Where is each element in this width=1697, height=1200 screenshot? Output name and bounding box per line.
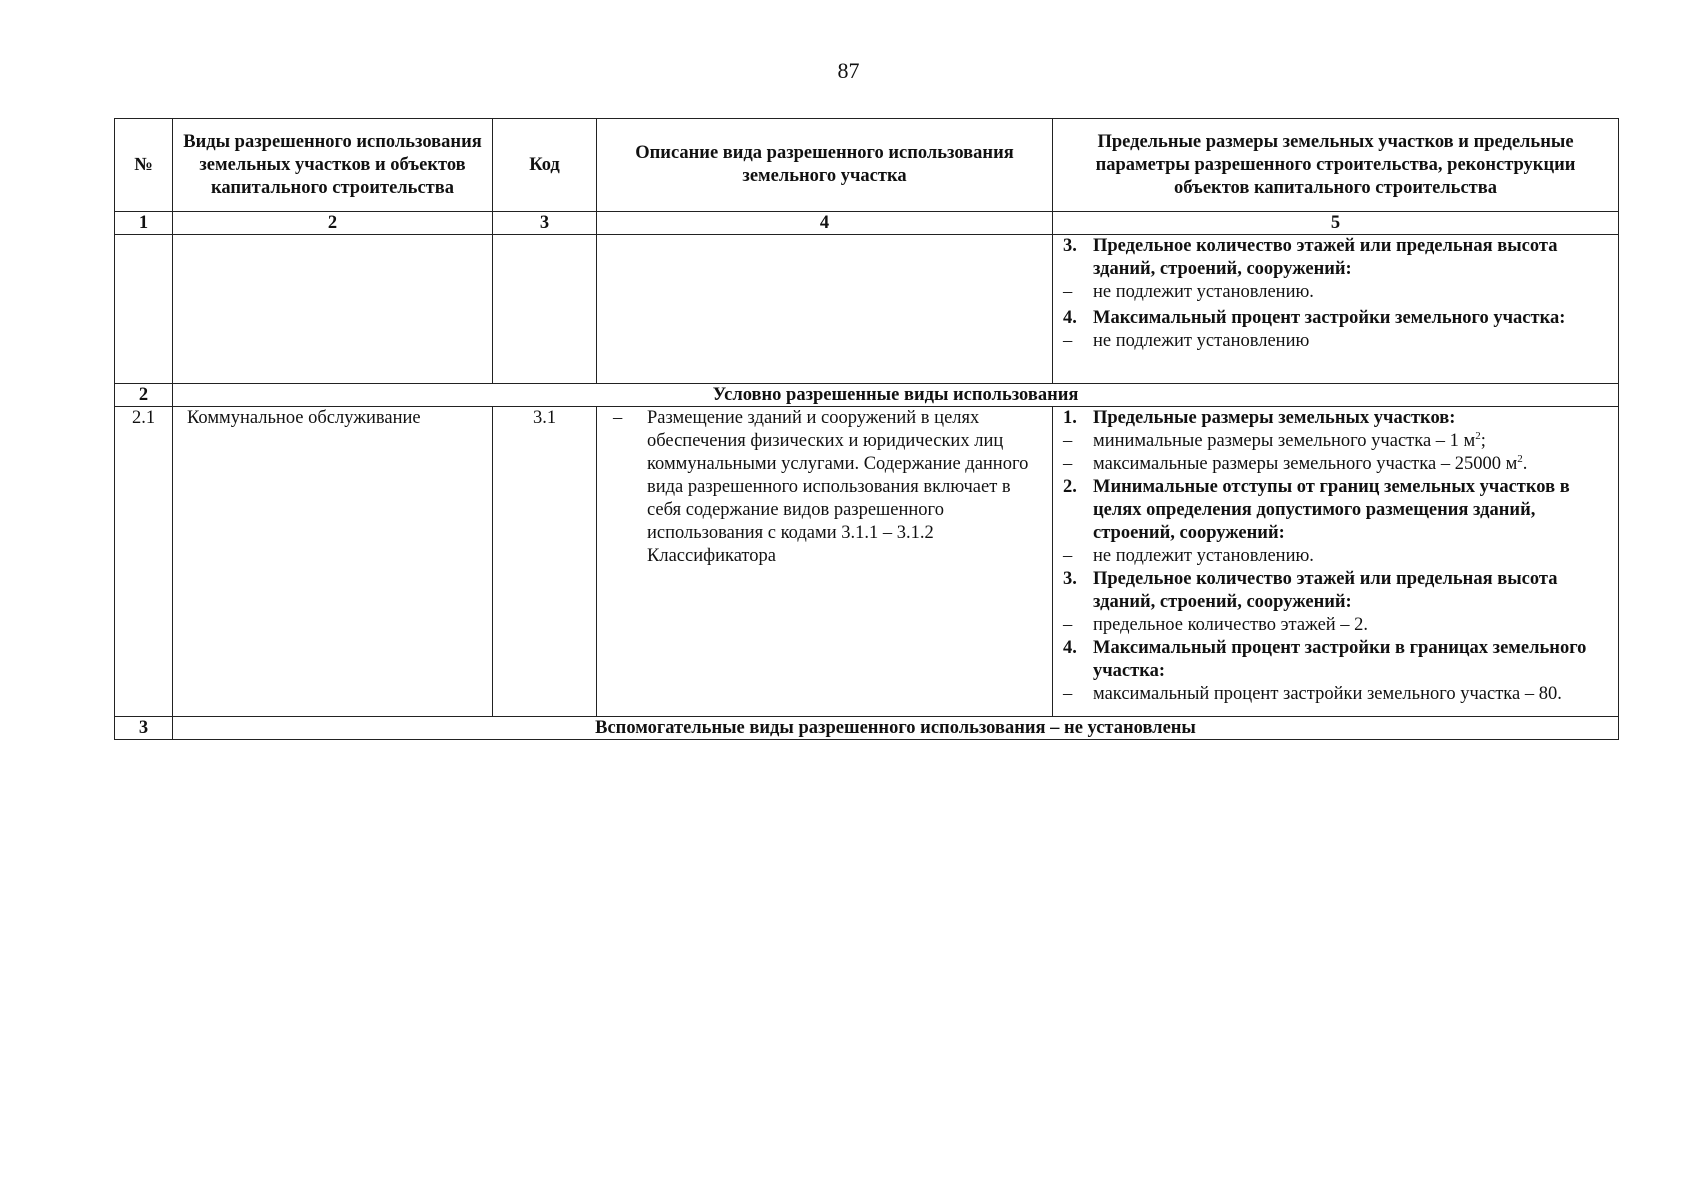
column-number: 5 bbox=[1053, 212, 1619, 235]
header-description: Описание вида разрешенного использования земельного участка bbox=[597, 119, 1053, 212]
header-use-types: Виды разрешенного использования земельных участков и объектов капитального строительства bbox=[173, 119, 493, 212]
param-item: 4. Максимальный процент застройки земельного участка: bbox=[1063, 308, 1566, 328]
param-item: 2. Минимальные отступы от границ земельных участков в целях определения допустимого размещения зданий, строений, сооружений: bbox=[1063, 477, 1570, 543]
param-item: 1. Предельные размеры земельных участков: bbox=[1063, 408, 1456, 428]
param-item: – предельное количество этажей – 2. bbox=[1063, 615, 1369, 635]
description-text: Размещение зданий и сооружений в целях обеспечения физических и юридических лиц коммунальными услугами. Содержание данного вида разрешенного использования включает в себя содержание видов разрешенного использования с кодами 3.1.1 – 3.1.2 Классификатора bbox=[647, 408, 1029, 566]
section-number: 2 bbox=[115, 384, 173, 407]
table-header-row bbox=[115, 119, 1619, 212]
column-number: 3 bbox=[493, 212, 597, 235]
table-row bbox=[115, 407, 1619, 717]
param-item: – минимальные размеры земельного участка – 1 $м^2$; bbox=[1063, 429, 1486, 451]
section-title: Вспомогательные виды разрешенного использования – не установлены bbox=[173, 717, 1619, 740]
param-item: – не подлежит установлению. bbox=[1063, 546, 1314, 566]
section-row-auxiliary bbox=[115, 717, 1619, 740]
land-use-table bbox=[114, 118, 1619, 740]
continuation-params bbox=[1053, 235, 1619, 384]
section-title: Условно разрешенные виды использования bbox=[173, 384, 1619, 407]
param-item: – максимальный процент застройки земельного участка – 80. bbox=[1063, 684, 1562, 704]
column-number: 4 bbox=[597, 212, 1053, 235]
header-parameters: Предельные размеры земельных участков и предельные параметры разрешенного строительства, реконструкции объектов капитального строительства bbox=[1053, 119, 1619, 212]
header-code: Код bbox=[493, 119, 597, 212]
param-item: 3. Предельное количество этажей или предельная высота зданий, строений, сооружений: bbox=[1063, 236, 1558, 279]
row-params bbox=[1053, 407, 1619, 717]
column-number: 1 bbox=[115, 212, 173, 235]
row-code: 3.1 bbox=[493, 407, 597, 717]
param-item: 4. Максимальный процент застройки в границах земельного участка: bbox=[1063, 638, 1587, 681]
row-number: 2.1 bbox=[115, 407, 173, 717]
continuation-row bbox=[115, 235, 1619, 384]
row-description: – Размещение зданий и сооружений в целях обеспечения физических и юридических лиц коммунальными услугами. Содержание данного вида разрешенного использования включает в себя содержание видов разрешенного использования с кодами 3.1.1 – 3.1.2 Классификатора bbox=[597, 407, 1053, 717]
param-item: – не подлежит установлению. bbox=[1063, 282, 1314, 302]
header-number: № bbox=[115, 119, 173, 212]
param-item: – максимальные размеры земельного участка – 25000 $м^2$. bbox=[1063, 452, 1528, 474]
column-number-row bbox=[115, 212, 1619, 235]
row-use-name: Коммунальное обслуживание bbox=[173, 407, 493, 717]
column-number: 2 bbox=[173, 212, 493, 235]
param-item: 3. Предельное количество этажей или предельная высота зданий, строений, сооружений: bbox=[1063, 569, 1558, 612]
param-item: – не подлежит установлению bbox=[1063, 331, 1310, 351]
section-row-conditional bbox=[115, 384, 1619, 407]
page-number: 87 bbox=[837, 58, 860, 83]
section-number: 3 bbox=[115, 717, 173, 740]
